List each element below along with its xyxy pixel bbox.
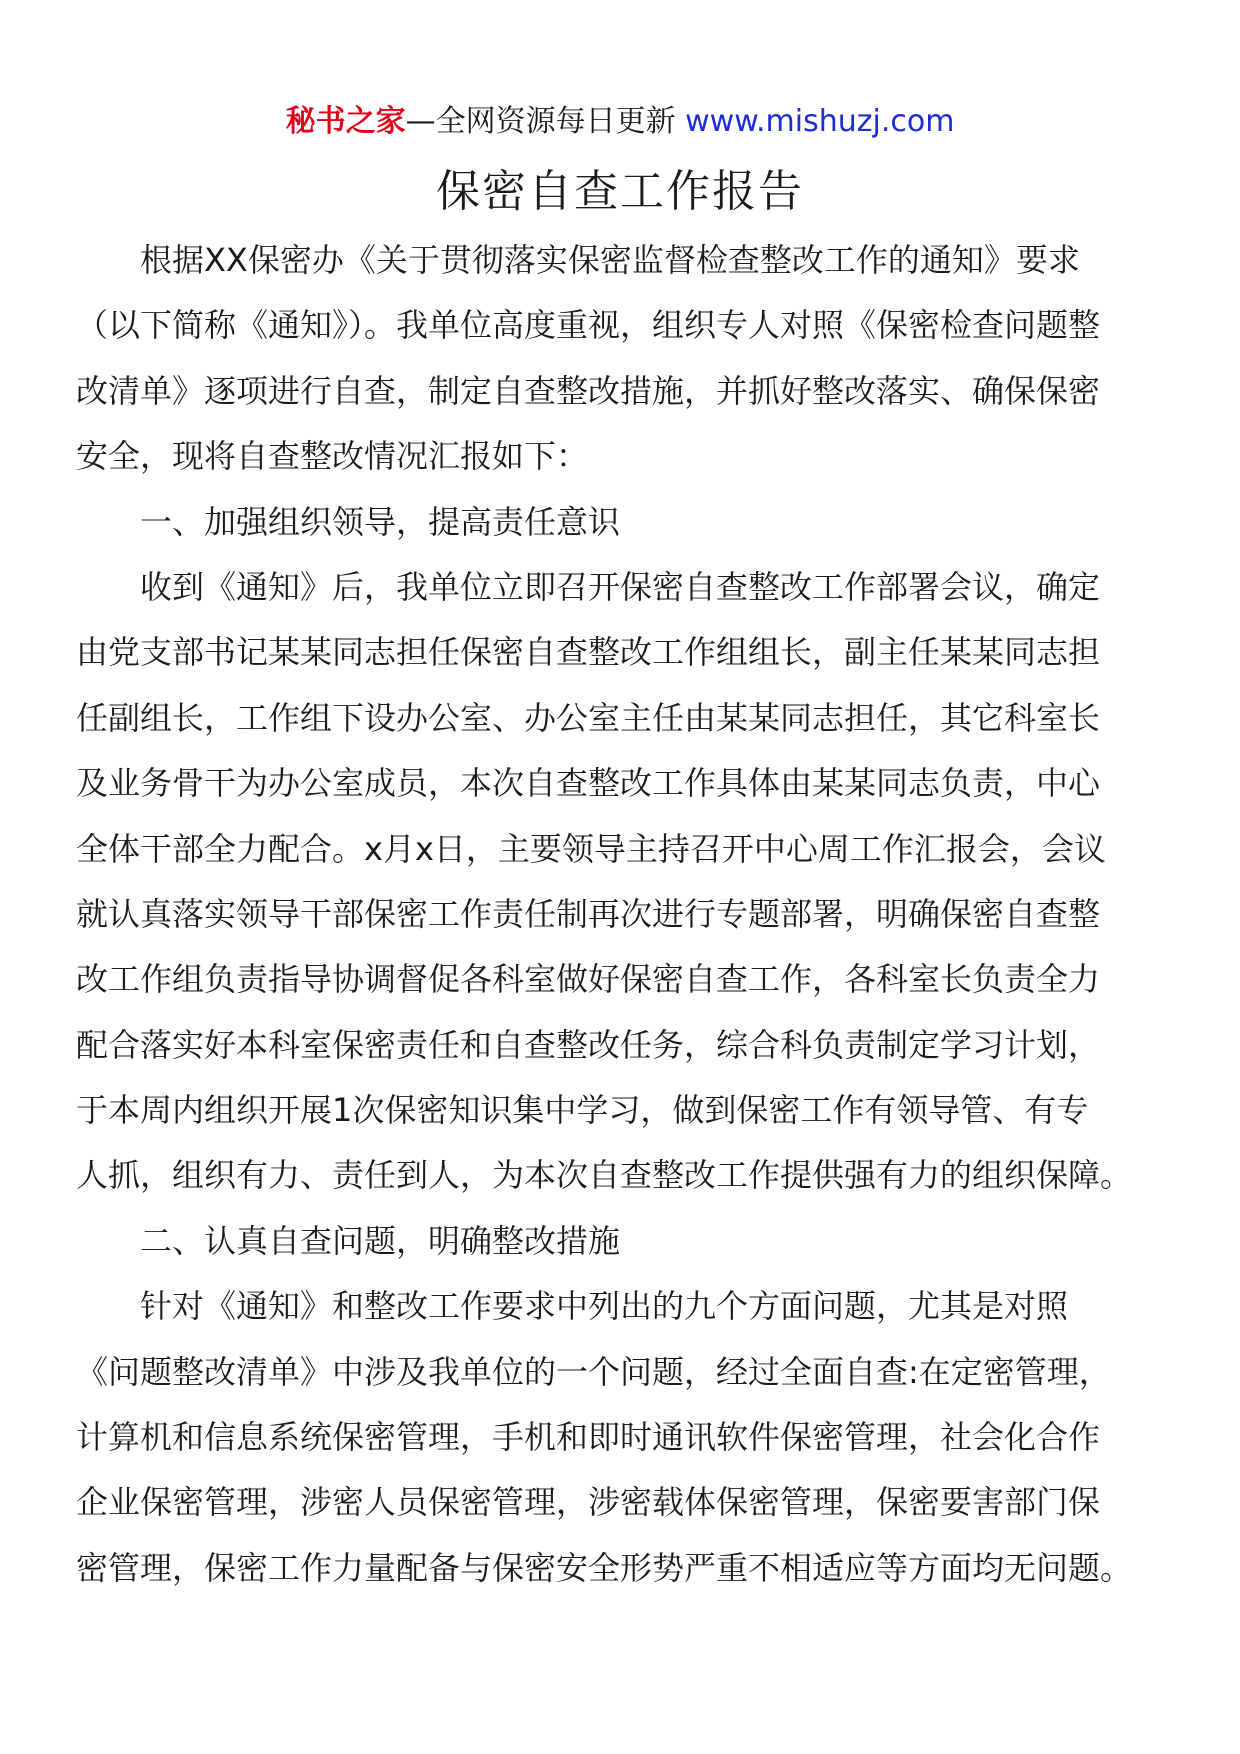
paragraph-line: 由党支部书记某某同志担任保密自查整改工作组组长，副主任某某同志担 bbox=[76, 633, 1101, 672]
paragraph-line: 根据XX保密办《关于贯彻落实保密监督检查整改工作的通知》要求 bbox=[140, 241, 1080, 279]
section-heading: 一、加强组织领导，提高责任意识 bbox=[140, 502, 621, 541]
paragraph-line: 配合落实好本科室保密责任和自查整改任务，综合科负责制定学习计划， bbox=[76, 1025, 1101, 1064]
paragraph-line: 任副组长，工作组下设办公室、办公室主任由某某同志担任，其它科室长 bbox=[76, 698, 1101, 737]
paragraph-line: 改工作组负责指导协调督促各科室做好保密自查工作，各科室长负责全力 bbox=[76, 960, 1101, 999]
header-tagline: —全网资源每日更新 bbox=[405, 104, 676, 139]
paragraph-line: 收到《通知》后，我单位立即召开保密自查整改工作部署会议，确定 bbox=[140, 567, 1101, 606]
brand-name: 秘书之家 bbox=[285, 104, 406, 139]
paragraph-line: 安全，现将自查整改情况汇报如下： bbox=[76, 437, 589, 476]
paragraph-line: 企业保密管理，涉密人员保密管理，涉密载体保密管理，保密要害部门保 bbox=[76, 1483, 1101, 1522]
paragraph-line: 针对《通知》和整改工作要求中列出的九个方面问题，尤其是对照 bbox=[140, 1287, 1069, 1326]
paragraph-line: 全体干部全力配合。x月x日，主要领导主持召开中心周工作汇报会，会议 bbox=[76, 829, 1106, 868]
document-title: 保密自查工作报告 bbox=[436, 166, 804, 217]
paragraph-line: 密管理，保密工作力量配备与保密安全形势严重不相适应等方面均无问题。 bbox=[76, 1548, 1133, 1587]
document-body bbox=[76, 228, 1166, 1601]
paragraph-line: 就认真落实领导干部保密工作责任制再次进行专题部署，明确保密自查整 bbox=[76, 894, 1101, 933]
paragraph-line: 改清单》逐项进行自查，制定自查整改措施，并抓好整改落实、确保保密 bbox=[76, 371, 1101, 410]
paragraph-line: 《问题整改清单》中涉及我单位的一个问题，经过全面自查:在定密管理， bbox=[76, 1352, 1111, 1391]
site-url-link[interactable]: www.mishuzj.com bbox=[685, 104, 955, 139]
paragraph-line: 及业务骨干为办公室成员，本次自查整改工作具体由某某同志负责，中心 bbox=[76, 764, 1101, 803]
paragraph-line: 于本周内组织开展1次保密知识集中学习，做到保密工作有领导管、有专 bbox=[76, 1091, 1089, 1130]
paragraph-line: （以下简称《通知》）。我单位高度重视，组织专人对照《保密检查问题整 bbox=[76, 306, 1101, 345]
paragraph-line: 计算机和信息系统保密管理，手机和即时通讯软件保密管理，社会化合作 bbox=[76, 1418, 1101, 1457]
site-header bbox=[0, 100, 1240, 144]
paragraph-line: 人抓，组织有力、责任到人，为本次自查整改工作提供强有力的组织保障。 bbox=[76, 1156, 1133, 1195]
section-heading: 二、认真自查问题，明确整改措施 bbox=[140, 1221, 621, 1260]
